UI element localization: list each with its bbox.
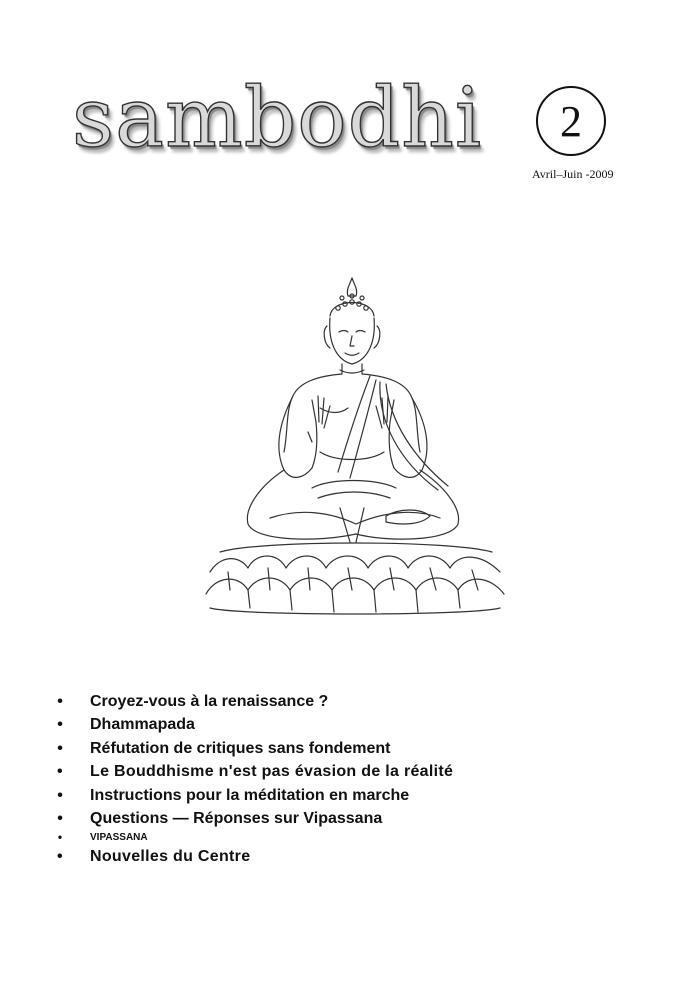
contents-list [54, 690, 674, 869]
bullet-icon: • [57, 693, 63, 710]
contents-item-label: Réfutation de critiques sans fondement [90, 739, 391, 757]
contents-item [54, 737, 674, 760]
contents-item [54, 830, 674, 845]
bullet-icon: • [57, 739, 63, 757]
contents-item [54, 845, 674, 868]
contents-item [54, 807, 674, 830]
contents-item-label: Nouvelles du Centre [90, 848, 251, 866]
contents-item-label: Le Bouddhisme n'est pas évasion de la réalité [90, 763, 454, 781]
contents-item-label: Dhammapada [90, 716, 195, 734]
bullet-icon: • [57, 763, 63, 781]
contents-item [54, 690, 674, 713]
contents-item-label: Questions — Réponses sur Vipassana [90, 810, 383, 828]
bullet-icon: • [57, 716, 63, 734]
buddha-illustration [200, 272, 510, 622]
issue-number-badge [536, 86, 606, 156]
issue-date: Avril–Juin -2009 [532, 167, 614, 181]
bullet-icon: • [57, 810, 63, 828]
contents-item [54, 713, 674, 736]
bullet-icon: • [57, 848, 63, 866]
masthead-title: sambodhi [72, 71, 483, 166]
contents-item [54, 784, 674, 807]
contents-item [54, 760, 674, 783]
contents-item-label: Croyez-vous à la renaissance ? [90, 693, 329, 710]
bullet-icon: • [57, 786, 63, 804]
bullet-icon: • [57, 830, 63, 845]
contents-item-label: VIPASSANA [90, 832, 148, 844]
contents-item-label: Instructions pour la méditation en marche [90, 786, 410, 804]
issue-number: 2 [560, 96, 582, 146]
